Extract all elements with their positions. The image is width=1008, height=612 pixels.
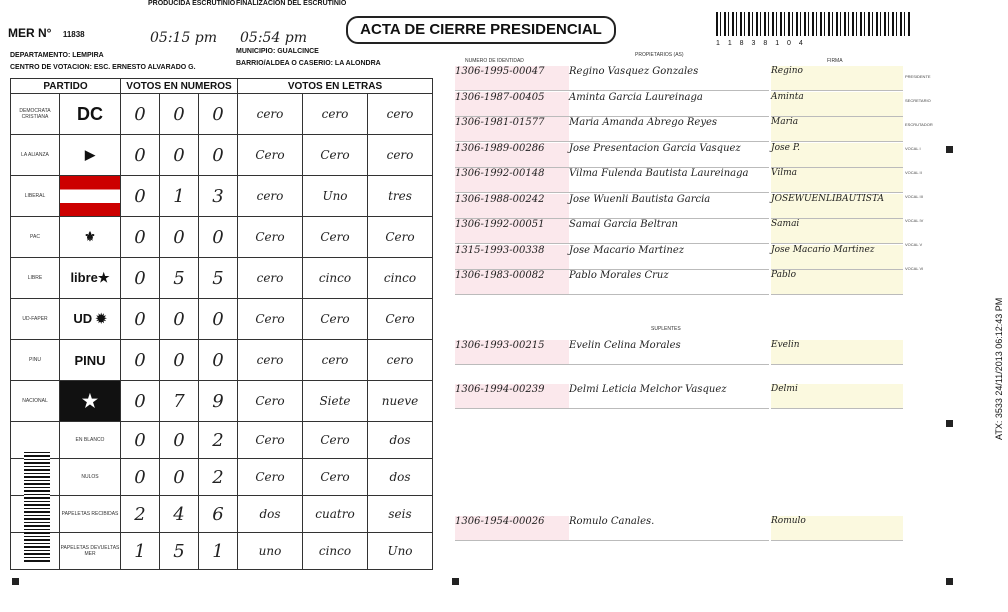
member-sig: Jose P. <box>771 143 903 168</box>
party-logo-icon: UD ✹ <box>60 299 121 340</box>
member-name: Romulo Canales. <box>569 516 769 541</box>
table-row <box>11 217 433 258</box>
member-id: 1306-1987-00405 <box>455 92 569 117</box>
votes-word: tres <box>368 176 433 217</box>
page-title: ACTA DE CIERRE PRESIDENCIAL <box>346 16 616 44</box>
close-time: 05:54 pm <box>240 30 308 46</box>
table-row <box>11 176 433 217</box>
numeros-header: VOTOS EN NUMEROS <box>121 79 238 94</box>
member-id: 1306-1954-00026 <box>455 516 569 541</box>
votes-word: Uno <box>303 176 368 217</box>
total-word: cuatro <box>303 496 368 533</box>
member-name: Samai Garcia Beltran <box>569 219 769 244</box>
votes-number: 0 <box>160 217 199 258</box>
votes-word: cero <box>303 94 368 135</box>
open-label: PRODUCIDA ESCRUTINIO <box>148 0 236 7</box>
barcode-icon <box>716 12 912 36</box>
member-id: 1306-1981-01577 <box>455 117 569 142</box>
votes-number: 0 <box>199 217 238 258</box>
total-word: uno <box>238 533 303 570</box>
total-number: 0 <box>160 422 199 459</box>
member-sig: Pablo <box>771 270 903 295</box>
votes-table <box>10 78 433 570</box>
votes-number: 0 <box>121 135 160 176</box>
member-id: 1306-1992-00148 <box>455 168 569 193</box>
votes-word: cero <box>238 340 303 381</box>
votes-number: 0 <box>121 258 160 299</box>
table-row <box>11 299 433 340</box>
party-name: NACIONAL <box>11 381 60 422</box>
votes-number: 0 <box>121 94 160 135</box>
firma-header: FIRMA <box>827 58 843 64</box>
party-name: LA ALIANZA <box>11 135 60 176</box>
centro-label: CENTRO DE VOTACION: ESC. ERNESTO ALVARADO G. <box>10 64 196 71</box>
role-label: VOCAL VI <box>905 266 924 271</box>
total-name: NULOS <box>60 459 121 496</box>
total-word: dos <box>238 496 303 533</box>
table-row <box>11 135 433 176</box>
votes-word: cinco <box>368 258 433 299</box>
close-label: FINALIZACION DEL ESCRUTINIO <box>236 0 347 7</box>
member-sig: Evelin <box>771 340 903 365</box>
table-row <box>11 258 433 299</box>
role-label: VOCAL II <box>905 170 922 175</box>
total-number: 0 <box>160 459 199 496</box>
total-word: dos <box>368 459 433 496</box>
member-id: 1306-1993-00215 <box>455 340 569 365</box>
votes-word: cero <box>368 340 433 381</box>
votes-number: 0 <box>199 135 238 176</box>
total-number: 0 <box>121 422 160 459</box>
member-id: 1306-1989-00286 <box>455 143 569 168</box>
votes-number: 0 <box>199 299 238 340</box>
member-name: Maria Amanda Abrego Reyes <box>569 117 769 142</box>
party-name: PAC <box>11 217 60 258</box>
member-sig: Jose Macario Martinez <box>771 245 903 270</box>
table-row <box>11 496 433 533</box>
total-word: Cero <box>303 459 368 496</box>
votes-number: 9 <box>199 381 238 422</box>
votes-word: Siete <box>303 381 368 422</box>
role-label: VOCAL V <box>905 242 923 247</box>
party-logo-icon: PINU <box>60 340 121 381</box>
votes-word: cinco <box>303 258 368 299</box>
member-sig: Vilma <box>771 168 903 193</box>
table-row <box>11 533 433 570</box>
member-name: Pablo Morales Cruz <box>569 270 769 295</box>
votes-word: Cero <box>303 299 368 340</box>
total-name: PAPELETAS RECIBIDAS <box>60 496 121 533</box>
party-logo-icon <box>60 176 121 217</box>
total-word: cinco <box>303 533 368 570</box>
votes-number: 0 <box>199 340 238 381</box>
votes-word: Cero <box>238 135 303 176</box>
votes-number: 0 <box>199 94 238 135</box>
total-number: 1 <box>121 533 160 570</box>
partido-header: PARTIDO <box>11 79 121 94</box>
votes-word: Cero <box>368 299 433 340</box>
member-sig: Maria <box>771 117 903 142</box>
member-id: 1306-1994-00239 <box>455 384 569 409</box>
total-word: Cero <box>238 422 303 459</box>
member-sig: Romulo <box>771 516 903 541</box>
role-label: ESCRUTADOR <box>905 122 933 127</box>
side-barcode-icon <box>24 452 50 562</box>
member-name: Jose Wuenli Bautista Garcia <box>569 194 769 219</box>
role-label: SECRETARIO <box>905 98 931 103</box>
member-name: Jose Macario Martinez <box>569 245 769 270</box>
party-name: DEMOCRATA CRISTIANA <box>11 94 60 135</box>
total-name: PAPELETAS DEVUELTAS MER <box>60 533 121 570</box>
registration-mark <box>452 578 459 585</box>
votes-number: 0 <box>121 176 160 217</box>
votes-word: Cero <box>303 135 368 176</box>
role-label: VOCAL III <box>905 194 923 199</box>
party-logo-icon: ★ <box>60 381 121 422</box>
member-sig: Regino <box>771 66 903 91</box>
member-id: 1306-1992-00051 <box>455 219 569 244</box>
total-number: 0 <box>121 459 160 496</box>
votes-number: 0 <box>160 340 199 381</box>
votes-number: 0 <box>121 340 160 381</box>
barrio-label: BARRIO/ALDEA O CASERIO: LA ALONDRA <box>236 60 381 67</box>
party-name: LIBRE <box>11 258 60 299</box>
votes-word: nueve <box>368 381 433 422</box>
municipio-label: MUNICIPIO: GUALCINCE <box>236 48 319 55</box>
votes-number: 0 <box>121 381 160 422</box>
id-header: NUMERO DE IDENTIDAD <box>465 58 524 64</box>
votes-word: cero <box>238 176 303 217</box>
party-name: LIBERAL <box>11 176 60 217</box>
member-sig: Delmi <box>771 384 903 409</box>
party-name: PINU <box>11 340 60 381</box>
votes-word: Cero <box>238 299 303 340</box>
party-name: UD-FAPER <box>11 299 60 340</box>
total-name: EN BLANCO <box>60 422 121 459</box>
votes-number: 3 <box>199 176 238 217</box>
suplentes-header: SUPLENTES <box>651 326 681 332</box>
votes-number: 0 <box>160 94 199 135</box>
party-logo-icon: ⚜ <box>60 217 121 258</box>
member-name: Aminta Garcia Laureinaga <box>569 92 769 117</box>
barcode-number: 1 1 8 3 8 1 0 4 <box>716 40 806 47</box>
role-label: VOCAL IV <box>905 218 924 223</box>
votes-word: Cero <box>368 217 433 258</box>
role-label: PRESIDENTE <box>905 74 931 79</box>
total-number: 6 <box>199 496 238 533</box>
party-logo-icon: DC <box>60 94 121 135</box>
letras-header: VOTOS EN LETRAS <box>238 79 433 94</box>
total-number: 1 <box>199 533 238 570</box>
votes-number: 0 <box>160 135 199 176</box>
votes-word: cero <box>238 258 303 299</box>
votes-number: 5 <box>199 258 238 299</box>
propietarios-header: PROPIETARIOS (AS) <box>635 52 684 58</box>
registration-mark <box>12 578 19 585</box>
table-row <box>11 422 433 459</box>
member-name: Vilma Fulenda Bautista Laureinaga <box>569 168 769 193</box>
total-number: 2 <box>199 459 238 496</box>
table-row <box>11 381 433 422</box>
votes-word: Cero <box>238 217 303 258</box>
registration-mark <box>946 146 953 153</box>
open-time: 05:15 pm <box>150 30 218 46</box>
votes-number: 1 <box>160 176 199 217</box>
total-word: Cero <box>303 422 368 459</box>
member-name: Evelin Celina Morales <box>569 340 769 365</box>
votes-word: Cero <box>238 381 303 422</box>
total-number: 4 <box>160 496 199 533</box>
registration-mark <box>946 578 953 585</box>
member-id: 1315-1993-00338 <box>455 245 569 270</box>
votes-number: 0 <box>160 299 199 340</box>
table-row <box>11 459 433 496</box>
role-label: VOCAL I <box>905 146 921 151</box>
registration-mark <box>946 420 953 427</box>
total-number: 2 <box>121 496 160 533</box>
votes-number: 5 <box>160 258 199 299</box>
total-number: 2 <box>199 422 238 459</box>
table-row <box>11 94 433 135</box>
total-word: Cero <box>238 459 303 496</box>
votes-number: 7 <box>160 381 199 422</box>
votes-word: cero <box>368 135 433 176</box>
votes-word: cero <box>238 94 303 135</box>
votes-word: cero <box>303 340 368 381</box>
member-name: Jose Presentacion Garcia Vasquez <box>569 143 769 168</box>
member-sig: Samai <box>771 219 903 244</box>
member-sig: JOSEWUENLIBAUTISTA <box>771 194 903 219</box>
member-id: 1306-1995-00047 <box>455 66 569 91</box>
votes-word: cero <box>368 94 433 135</box>
party-logo-icon: ▶ <box>60 135 121 176</box>
member-id: 1306-1988-00242 <box>455 194 569 219</box>
votes-word: Cero <box>303 217 368 258</box>
member-sig: Aminta <box>771 92 903 117</box>
total-number: 5 <box>160 533 199 570</box>
member-id: 1306-1983-00082 <box>455 270 569 295</box>
member-name: Regino Vasquez Gonzales <box>569 66 769 91</box>
total-word: dos <box>368 422 433 459</box>
votes-number: 0 <box>121 299 160 340</box>
party-logo-icon: libre★ <box>60 258 121 299</box>
total-word: seis <box>368 496 433 533</box>
table-row <box>11 340 433 381</box>
mer-number: MER N° 11838 <box>8 26 85 40</box>
depto-label: DEPARTAMENTO: LEMPIRA <box>10 52 104 59</box>
total-word: Uno <box>368 533 433 570</box>
timestamp-stamp: ATX: 3533 24/11/2013 06:12:43 PM <box>994 297 1004 440</box>
member-name: Delmi Leticia Melchor Vasquez <box>569 384 769 409</box>
votes-number: 0 <box>121 217 160 258</box>
